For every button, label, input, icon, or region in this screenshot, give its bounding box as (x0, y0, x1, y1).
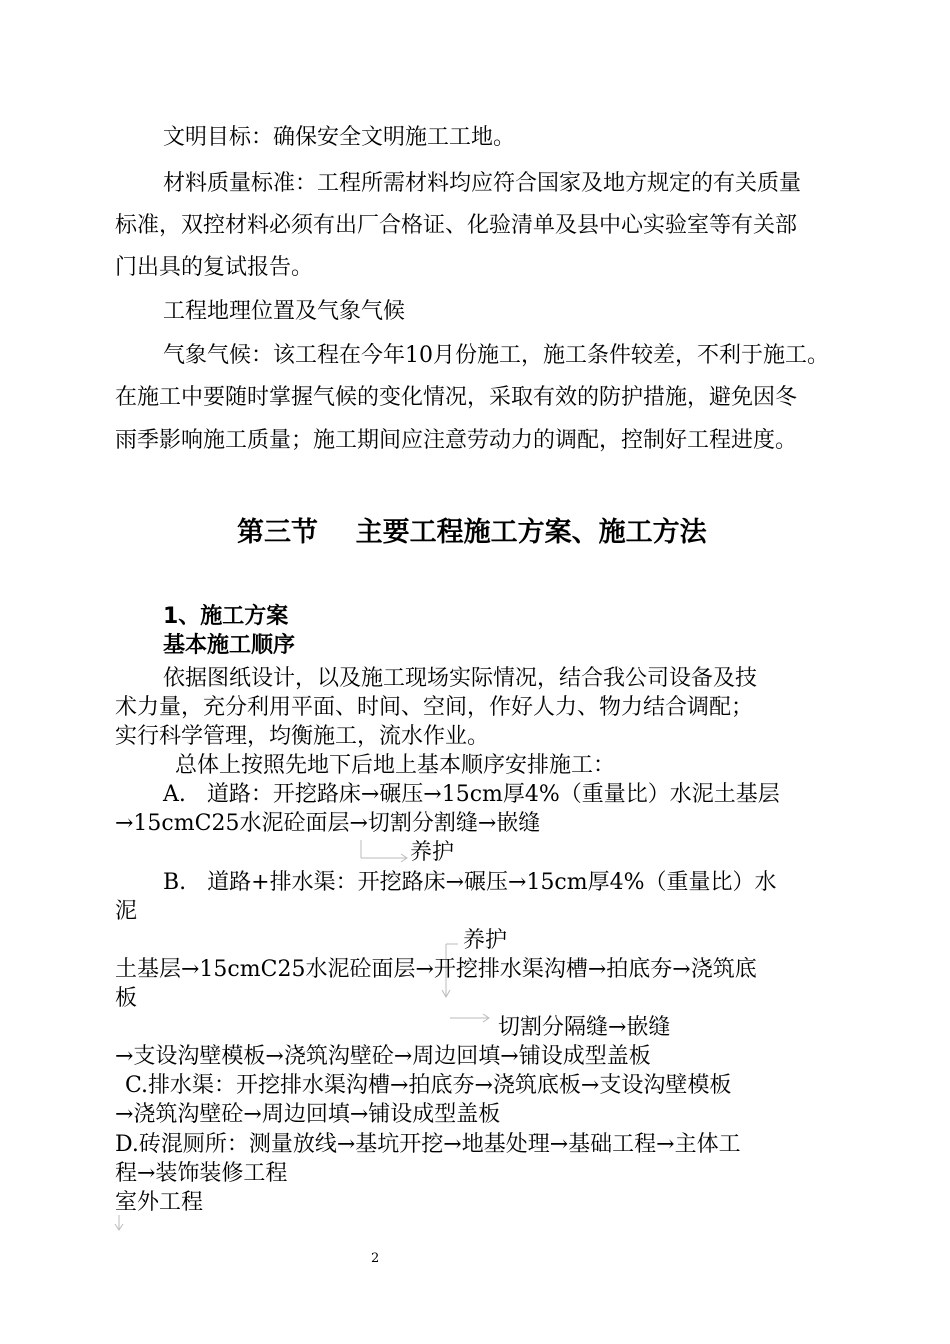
paragraph-material-standard-line2: 标准，双控材料必须有出厂合格证、化验清单及县中心实验室等有关部 (115, 213, 798, 238)
section-heading: 第三节 主要工程施工方案、施工方法 (237, 517, 707, 548)
paragraph-civilization-goal: 文明目标：确保安全文明施工工地。 (163, 125, 516, 150)
item-b-curing: 养护 (463, 928, 508, 953)
item-b-line1: B. 道路+排水渠：开挖路床→碾压→15cm厚4%（重量比）水 (163, 870, 777, 895)
item-c-line2: →浇筑沟壁砼→周边回填→铺设成型盖板 (115, 1102, 501, 1127)
down-arrow-icon (113, 1214, 133, 1234)
item-a-line1: A. 道路：开挖路床→碾压→15cm厚4%（重量比）水泥土基层 (163, 782, 780, 807)
item-b-line3: 土基层→15cmC25水泥砼面层→开挖排水渠沟槽→拍底夯→浇筑底 (115, 957, 757, 982)
paragraph-material-standard-line1: 材料质量标准：工程所需材料均应符合国家及地方规定的有关质量 (163, 171, 802, 196)
paragraph-weather-line3: 雨季影响施工质量；施工期间应注意劳动力的调配，控制好工程进度。 (115, 428, 798, 453)
body-line: 依据图纸设计，以及施工现场实际情况，结合我公司设备及技 (163, 666, 758, 691)
item-b-cutting: 切割分隔缝→嵌缝 (498, 1015, 671, 1040)
item-b-line4: 板 (115, 986, 138, 1011)
paragraph-weather-line2: 在施工中要随时掌握气候的变化情况，采取有效的防护措施，避免因冬 (115, 385, 798, 410)
item-b-line5: →支设沟壁模板→浇筑沟壁砼→周边回填→铺设成型盖板 (115, 1044, 651, 1069)
down-right-arrow-icon (356, 838, 416, 868)
page-number: 2 (371, 1251, 380, 1266)
item-a-curing: 养护 (410, 840, 455, 865)
item-b-line2: 泥 (115, 899, 138, 924)
body-line: 术力量，充分利用平面、时间、空间，作好人力、物力结合调配； (115, 695, 754, 720)
item-d-outdoor: 室外工程 (115, 1190, 204, 1215)
body-line: 总体上按照先地下后地上基本顺序安排施工： (175, 753, 616, 778)
sub-heading-construction-plan: 1、施工方案 (163, 604, 289, 629)
item-c-line1: C.排水渠：开挖排水渠沟槽→拍底夯→浇筑底板→支设沟壁模板 (125, 1073, 732, 1098)
sub-heading-basic-sequence: 基本施工顺序 (163, 633, 296, 658)
right-arrow-icon (448, 1010, 494, 1026)
item-d-line2: 程→装饰装修工程 (115, 1161, 288, 1186)
item-a-line2: →15cmC25水泥砼面层→切割分割缝→嵌缝 (115, 811, 541, 836)
paragraph-location-weather-heading: 工程地理位置及气象气候 (163, 299, 406, 324)
body-line: 实行科学管理，均衡施工，流水作业。 (115, 724, 490, 749)
paragraph-weather-line1: 气象气候：该工程在今年10月份施工，施工条件较差，不利于施工。 (163, 343, 829, 368)
item-d-line1: D.砖混厕所：测量放线→基坑开挖→地基处理→基础工程→主体工 (115, 1132, 741, 1157)
paragraph-material-standard-line3: 门出具的复试报告。 (115, 255, 314, 280)
